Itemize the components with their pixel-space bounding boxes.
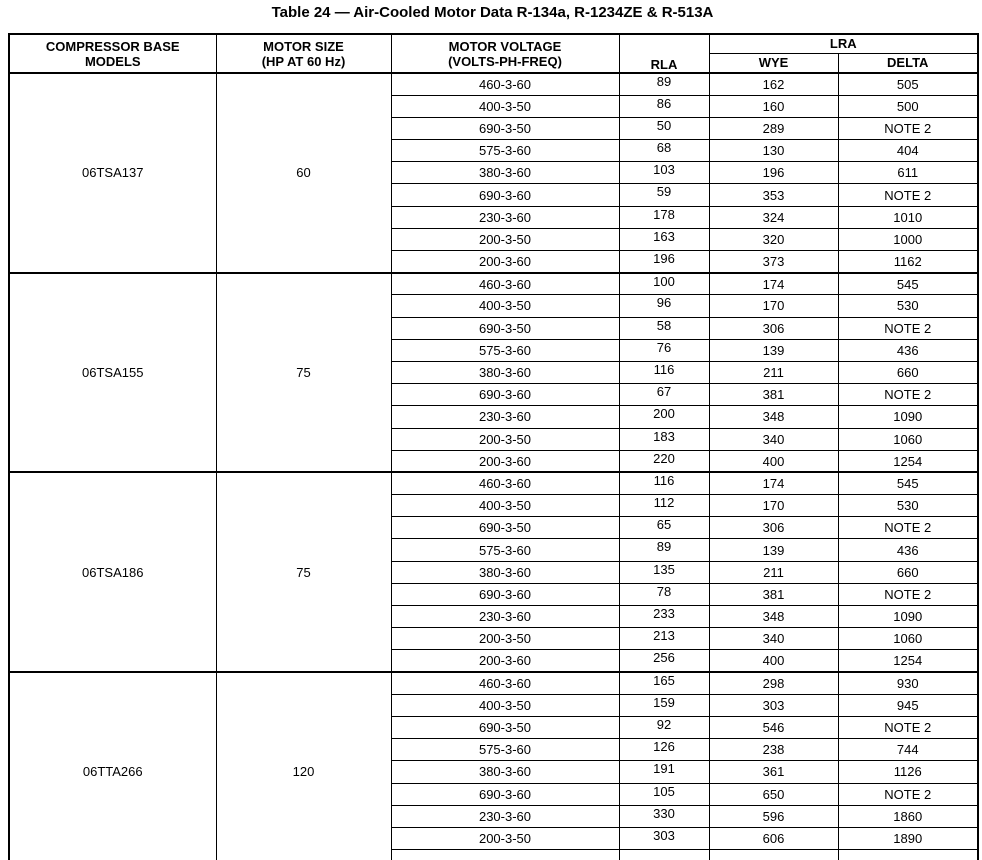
table-header bbox=[9, 34, 978, 73]
wye-cell: 139 bbox=[709, 339, 838, 361]
table-body bbox=[9, 73, 978, 860]
wye-cell: 238 bbox=[709, 739, 838, 761]
wye-cell: 361 bbox=[709, 761, 838, 783]
rla-cell: 191 bbox=[619, 761, 709, 783]
delta-cell: 1000 bbox=[838, 228, 978, 250]
delta-cell: NOTE 2 bbox=[838, 783, 978, 805]
delta-cell: NOTE 2 bbox=[838, 117, 978, 139]
wye-cell: 130 bbox=[709, 140, 838, 162]
header-line: MOTOR SIZE bbox=[263, 38, 344, 54]
header-line: (VOLTS-PH-FREQ) bbox=[448, 53, 562, 69]
delta-cell: NOTE 2 bbox=[838, 716, 978, 738]
delta-cell: NOTE 2 bbox=[838, 384, 978, 406]
voltage-cell: 690-3-60 bbox=[391, 783, 619, 805]
rla-cell: 303 bbox=[619, 827, 709, 849]
header-line: MODELS bbox=[84, 53, 141, 69]
compressor-model-cell: 06TSA186 bbox=[9, 472, 216, 672]
motor-size-cell: 75 bbox=[216, 472, 391, 672]
header-row-1 bbox=[9, 34, 978, 53]
rla-cell: 89 bbox=[619, 73, 709, 95]
wye-cell: 306 bbox=[709, 517, 838, 539]
voltage-cell: 230-3-60 bbox=[391, 406, 619, 428]
rla-cell: 126 bbox=[619, 739, 709, 761]
rla-cell: 103 bbox=[619, 162, 709, 184]
header-motor-size bbox=[216, 34, 391, 73]
header-delta: DELTA bbox=[838, 53, 978, 73]
header-line: MOTOR VOLTAGE bbox=[448, 38, 562, 54]
voltage-cell: 575-3-60 bbox=[391, 739, 619, 761]
delta-cell: NOTE 2 bbox=[838, 317, 978, 339]
delta-cell: 1090 bbox=[838, 406, 978, 428]
delta-cell: 1126 bbox=[838, 761, 978, 783]
voltage-cell: 690-3-50 bbox=[391, 117, 619, 139]
motor-size-cell: 120 bbox=[216, 672, 391, 860]
wye-cell: 324 bbox=[709, 206, 838, 228]
rla-cell: 163 bbox=[619, 228, 709, 250]
wye-cell: 306 bbox=[709, 317, 838, 339]
header-rla: RLA bbox=[619, 34, 709, 73]
delta-cell: 1090 bbox=[838, 606, 978, 628]
delta-cell bbox=[838, 850, 978, 860]
motor-data-table bbox=[8, 33, 979, 860]
voltage-cell: 460-3-60 bbox=[391, 472, 619, 494]
wye-cell: 174 bbox=[709, 472, 838, 494]
rla-cell: 105 bbox=[619, 783, 709, 805]
table-row bbox=[9, 472, 978, 494]
voltage-cell: 400-3-50 bbox=[391, 495, 619, 517]
motor-size-cell: 75 bbox=[216, 273, 391, 473]
delta-cell: 660 bbox=[838, 361, 978, 383]
wye-cell: 546 bbox=[709, 716, 838, 738]
rla-cell: 59 bbox=[619, 184, 709, 206]
compressor-model-cell: 06TSA155 bbox=[9, 273, 216, 473]
rla-cell: 178 bbox=[619, 206, 709, 228]
table-row bbox=[9, 273, 978, 295]
voltage-cell: 400-3-50 bbox=[391, 295, 619, 317]
rla-cell: 50 bbox=[619, 117, 709, 139]
voltage-cell: 200-3-60 bbox=[391, 650, 619, 672]
wye-cell: 160 bbox=[709, 95, 838, 117]
delta-cell: 1860 bbox=[838, 805, 978, 827]
rla-cell: 96 bbox=[619, 295, 709, 317]
voltage-cell: 575-3-60 bbox=[391, 339, 619, 361]
header-motor-voltage bbox=[391, 34, 619, 73]
table-row bbox=[9, 672, 978, 694]
rla-cell: 183 bbox=[619, 428, 709, 450]
delta-cell: 1060 bbox=[838, 428, 978, 450]
rla-cell: 116 bbox=[619, 472, 709, 494]
wye-cell: 596 bbox=[709, 805, 838, 827]
wye-cell: 381 bbox=[709, 384, 838, 406]
header-line: COMPRESSOR BASE bbox=[45, 38, 180, 54]
wye-cell: 340 bbox=[709, 628, 838, 650]
voltage-cell: 460-3-60 bbox=[391, 73, 619, 95]
rla-cell: 220 bbox=[619, 450, 709, 472]
delta-cell: 436 bbox=[838, 339, 978, 361]
wye-cell: 373 bbox=[709, 251, 838, 273]
rla-cell: 65 bbox=[619, 517, 709, 539]
wye-cell: 211 bbox=[709, 361, 838, 383]
rla-cell: 116 bbox=[619, 361, 709, 383]
wye-cell: 400 bbox=[709, 650, 838, 672]
wye-cell: 211 bbox=[709, 561, 838, 583]
rla-cell: 92 bbox=[619, 716, 709, 738]
wye-cell: 303 bbox=[709, 694, 838, 716]
rla-cell: 58 bbox=[619, 317, 709, 339]
rla-cell: 200 bbox=[619, 406, 709, 428]
wye-cell: 170 bbox=[709, 295, 838, 317]
wye-cell: 353 bbox=[709, 184, 838, 206]
delta-cell: 930 bbox=[838, 672, 978, 694]
voltage-cell: 575-3-60 bbox=[391, 140, 619, 162]
delta-cell: 660 bbox=[838, 561, 978, 583]
delta-cell: 404 bbox=[838, 140, 978, 162]
delta-cell: 505 bbox=[838, 73, 978, 95]
voltage-cell: 230-3-60 bbox=[391, 606, 619, 628]
wye-cell: 174 bbox=[709, 273, 838, 295]
delta-cell: 1060 bbox=[838, 628, 978, 650]
wye-cell: 381 bbox=[709, 583, 838, 605]
voltage-cell: 200-3-50 bbox=[391, 827, 619, 849]
voltage-cell: 690-3-50 bbox=[391, 317, 619, 339]
wye-cell: 196 bbox=[709, 162, 838, 184]
voltage-cell: 200-3-60 bbox=[391, 450, 619, 472]
voltage-cell: 575-3-60 bbox=[391, 539, 619, 561]
rla-cell: 330 bbox=[619, 805, 709, 827]
wye-cell: 139 bbox=[709, 539, 838, 561]
wye-cell: 289 bbox=[709, 117, 838, 139]
wye-cell: 348 bbox=[709, 606, 838, 628]
rla-cell: 78 bbox=[619, 583, 709, 605]
header-wye: WYE bbox=[709, 53, 838, 73]
compressor-model-cell: 06TTA266 bbox=[9, 672, 216, 860]
voltage-cell: 690-3-50 bbox=[391, 716, 619, 738]
voltage-cell: 200-3-60 bbox=[391, 251, 619, 273]
voltage-cell: 690-3-60 bbox=[391, 184, 619, 206]
rla-cell bbox=[619, 850, 709, 860]
wye-cell: 170 bbox=[709, 495, 838, 517]
compressor-model-cell: 06TSA137 bbox=[9, 73, 216, 273]
voltage-cell: 230-3-60 bbox=[391, 206, 619, 228]
wye-cell: 298 bbox=[709, 672, 838, 694]
rla-cell: 68 bbox=[619, 140, 709, 162]
rla-cell: 67 bbox=[619, 384, 709, 406]
voltage-cell: 200-3-50 bbox=[391, 228, 619, 250]
rla-cell: 256 bbox=[619, 650, 709, 672]
voltage-cell: 200-3-50 bbox=[391, 428, 619, 450]
voltage-cell: 400-3-50 bbox=[391, 95, 619, 117]
delta-cell: 744 bbox=[838, 739, 978, 761]
delta-cell: 545 bbox=[838, 472, 978, 494]
voltage-cell: 690-3-60 bbox=[391, 583, 619, 605]
delta-cell: NOTE 2 bbox=[838, 583, 978, 605]
voltage-cell: 380-3-60 bbox=[391, 361, 619, 383]
wye-cell: 400 bbox=[709, 450, 838, 472]
delta-cell: NOTE 2 bbox=[838, 184, 978, 206]
delta-cell: 530 bbox=[838, 295, 978, 317]
voltage-cell: 460-3-60 bbox=[391, 672, 619, 694]
voltage-cell: 690-3-60 bbox=[391, 384, 619, 406]
voltage-cell bbox=[391, 850, 619, 860]
voltage-cell: 460-3-60 bbox=[391, 273, 619, 295]
rla-cell: 213 bbox=[619, 628, 709, 650]
delta-cell: 1162 bbox=[838, 251, 978, 273]
delta-cell: 945 bbox=[838, 694, 978, 716]
header-lra: LRA bbox=[709, 34, 978, 53]
voltage-cell: 380-3-60 bbox=[391, 561, 619, 583]
voltage-cell: 690-3-50 bbox=[391, 517, 619, 539]
delta-cell: 500 bbox=[838, 95, 978, 117]
voltage-cell: 380-3-60 bbox=[391, 761, 619, 783]
voltage-cell: 200-3-50 bbox=[391, 628, 619, 650]
rla-cell: 165 bbox=[619, 672, 709, 694]
page-title: Table 24 — Air-Cooled Motor Data R-134a, R-1234ZE & R-513A bbox=[271, 4, 714, 21]
rla-cell: 89 bbox=[619, 539, 709, 561]
delta-cell: 1254 bbox=[838, 650, 978, 672]
delta-cell: 611 bbox=[838, 162, 978, 184]
delta-cell: 1010 bbox=[838, 206, 978, 228]
motor-size-cell: 60 bbox=[216, 73, 391, 273]
wye-cell: 606 bbox=[709, 827, 838, 849]
rla-cell: 135 bbox=[619, 561, 709, 583]
rla-cell: 159 bbox=[619, 694, 709, 716]
delta-cell: 1890 bbox=[838, 827, 978, 849]
header-line: (HP AT 60 Hz) bbox=[261, 53, 346, 69]
wye-cell: 348 bbox=[709, 406, 838, 428]
voltage-cell: 230-3-60 bbox=[391, 805, 619, 827]
rla-cell: 76 bbox=[619, 339, 709, 361]
voltage-cell: 380-3-60 bbox=[391, 162, 619, 184]
header-compressor-base-models bbox=[9, 34, 216, 73]
wye-cell: 162 bbox=[709, 73, 838, 95]
delta-cell: NOTE 2 bbox=[838, 517, 978, 539]
delta-cell: 1254 bbox=[838, 450, 978, 472]
delta-cell: 545 bbox=[838, 273, 978, 295]
table-row bbox=[9, 73, 978, 95]
rla-cell: 233 bbox=[619, 606, 709, 628]
wye-cell: 340 bbox=[709, 428, 838, 450]
wye-cell: 320 bbox=[709, 228, 838, 250]
rla-cell: 86 bbox=[619, 95, 709, 117]
rla-cell: 100 bbox=[619, 273, 709, 295]
rla-cell: 196 bbox=[619, 251, 709, 273]
wye-cell: 650 bbox=[709, 783, 838, 805]
rla-cell: 112 bbox=[619, 495, 709, 517]
voltage-cell: 400-3-50 bbox=[391, 694, 619, 716]
delta-cell: 530 bbox=[838, 495, 978, 517]
wye-cell bbox=[709, 850, 838, 860]
delta-cell: 436 bbox=[838, 539, 978, 561]
